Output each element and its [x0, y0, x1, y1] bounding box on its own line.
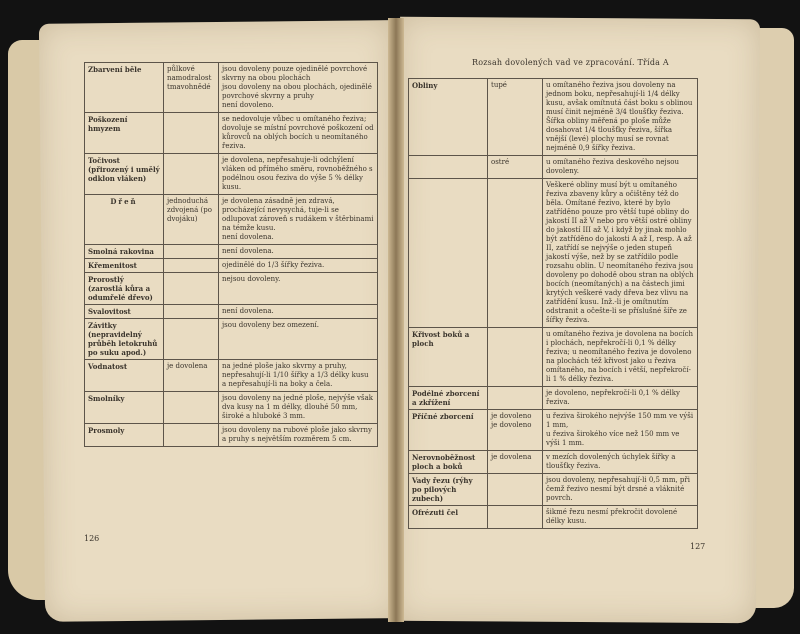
- row-text: jsou dovoleny, nepřesahují-li 0,5 mm, při čemž řezivo nesmí být drsné a vláknité povrch.: [543, 474, 698, 506]
- row-label: Smolná rakovina: [85, 245, 164, 259]
- row-label: Vodnatost: [85, 360, 164, 392]
- row-text: u omítaného řeziva je dovolena na bocích i plochách, nepřekročí-li 0,1 % délky řeziva; u neomítaného řeziva je dovoleno na plochách též křivost jako u řeziva omítaného, na bocích i větší, nepřekročí-li 1 % délky řeziva.: [543, 328, 698, 387]
- row-text: jsou dovoleny na rubové ploše jako skvrny a pruhy s největším rozměrem 5 cm.: [219, 424, 378, 447]
- row-label: Dřeň: [85, 195, 164, 245]
- table-row: [85, 63, 378, 113]
- table-row: [409, 506, 698, 529]
- left-defects-table: [84, 62, 378, 447]
- table-row: [409, 328, 698, 387]
- row-text: v mezích dovolených úchylek šířky a tloušťky řeziva.: [543, 451, 698, 474]
- table-row: [85, 195, 378, 245]
- row-text: jsou dovoleny bez omezení.: [219, 319, 378, 360]
- row-subtype: [164, 113, 219, 154]
- row-label: Prosmoly: [85, 424, 164, 447]
- row-label: Ofrézuti čel: [409, 506, 488, 529]
- table-row: [85, 245, 378, 259]
- row-label: Křivost boků a ploch: [409, 328, 488, 387]
- row-subtype: [164, 273, 219, 305]
- row-subtype: [164, 305, 219, 319]
- row-subtype: [488, 387, 543, 410]
- row-subtype: [164, 392, 219, 424]
- row-subtype: jednoduchá zdvojená (po dvojáku): [164, 195, 219, 245]
- table-row: [85, 424, 378, 447]
- table-row: [409, 387, 698, 410]
- row-subtype: je dovolena: [488, 451, 543, 474]
- row-text: jsou dovoleny pouze ojedinělé povrchové skvrny na obou plochách jsou dovoleny na obou plochách, ojedinělé povrchové skvrny a pruhy není dovoleno.: [219, 63, 378, 113]
- page-number-right: 127: [690, 542, 706, 551]
- row-text: je dovolena, nepřesahuje-li odchýlení vláken od přímého směru, rovnoběžného s podélnou osou řeziva do výše 5 % délky kusu.: [219, 154, 378, 195]
- row-text: je dovolena zásadně jen zdravá, procházející nevysychá, tuje-li se odlupovat zároveň s rudákem v štěrbinami na témže kusu. není dovolena.: [219, 195, 378, 245]
- table-row: [85, 273, 378, 305]
- row-subtype: půlkové namodralost tmavohnědé: [164, 63, 219, 113]
- row-subtype: je dovolena: [164, 360, 219, 392]
- row-subtype: [488, 179, 543, 328]
- row-label: Točivost (přirozený i umělý odklon vláken): [85, 154, 164, 195]
- right-defects-table: [408, 78, 698, 529]
- row-text: ojedinělé do 1/3 šířky řeziva.: [219, 259, 378, 273]
- row-text: je dovoleno, nepřekročí-li 0,1 % délky řeziva.: [543, 387, 698, 410]
- row-text: jsou dovoleny na jedné ploše, nejvýše však dva kusy na 1 m délky, dlouhé 50 mm, široké a hluboké 3 mm.: [219, 392, 378, 424]
- row-text: u omítaného řeziva deskového nejsou dovoleny.: [543, 156, 698, 179]
- table-row: [85, 392, 378, 424]
- row-text: není dovolena.: [219, 305, 378, 319]
- row-subtype: [488, 474, 543, 506]
- page-number-left: 126: [84, 534, 100, 543]
- row-subtype: [164, 154, 219, 195]
- row-subtype: je dovoleno je dovoleno: [488, 410, 543, 451]
- page-header-right: Rozsah dovolených vad ve zpracování. Třída A: [472, 58, 669, 67]
- row-label: Zbarvení běle: [85, 63, 164, 113]
- table-row: [85, 113, 378, 154]
- row-label: [409, 156, 488, 179]
- row-label: Křemenitost: [85, 259, 164, 273]
- row-label: Závitky (nepravidelný průběh letokruhů po suku apod.): [85, 319, 164, 360]
- table-row: [409, 451, 698, 474]
- row-label: Nerovnoběžnost ploch a boků: [409, 451, 488, 474]
- table-row: [85, 305, 378, 319]
- book-gutter: [388, 18, 404, 622]
- row-subtype: [164, 424, 219, 447]
- row-text: u omítaného řeziva jsou dovoleny na jednom boku, nepřesahují-li 1/4 délky kusu, avšak omítnutá část boku s oblinou musí činit nejméně 3/4 tloušťky řeziva. Šířka obliny měřená po ploše může dosahovat 1/4 tloušťky řeziva, šířka vnější (levé) plochy musí se rovnat nejméně 0,9 šířky řeziva.: [543, 79, 698, 156]
- row-text: na jedné ploše jako skvrny a pruhy, nepřesahují-li 1/10 šířky a 1/3 délky kusu a nepřesahují-li na boky a čela.: [219, 360, 378, 392]
- table-row: [85, 154, 378, 195]
- row-label: Prorostlý (zarostlá kůra a odumřelé dřevo): [85, 273, 164, 305]
- row-subtype: [164, 319, 219, 360]
- row-text: u řeziva širokého nejvýše 150 mm ve výši 1 mm, u řeziva širokého více než 150 mm ve výši 1 mm.: [543, 410, 698, 451]
- table-row: [409, 474, 698, 506]
- row-label: Příčné zborcení: [409, 410, 488, 451]
- table-row: [409, 179, 698, 328]
- row-label: Svalovitost: [85, 305, 164, 319]
- row-text: se nedovoluje vůbec u omítaného řeziva; dovoluje se místní povrchové poškození od kůrovců na oblých bocích u neomítaného řeziva.: [219, 113, 378, 154]
- row-label: [409, 179, 488, 328]
- row-text: nejsou dovoleny.: [219, 273, 378, 305]
- table-row: [409, 156, 698, 179]
- row-label: Poškození hmyzem: [85, 113, 164, 154]
- row-text: není dovolena.: [219, 245, 378, 259]
- row-label: Podélné zborcení a zkřížení: [409, 387, 488, 410]
- row-subtype: [164, 259, 219, 273]
- table-row: [85, 259, 378, 273]
- row-label: Obliny: [409, 79, 488, 156]
- table-row: [409, 79, 698, 156]
- row-text: Veškeré obliny musí být u omítaného řeziva zbaveny kůry a očištěny též do běla. Omítané řezivo, které by bylo zatříděno pouze pro větší tupé obliny do jakostí II až V nebo pro větší ostré obliny do jakostí III až V, i když by jinak mohlo být zatříděno do jakosti A až I, resp. A až II, zatřídí se nejvýše o jeden stupeň jakostí výše, než by se zatřídilo podle rozsahu oblin. U neomítaného řeziva jsou dovoleny po dohodě obou stran na oblých bocích (neomítaných) a na částech jimi krytých veškeré vady dřeva bez vlivu na zatřídění kusu. Inž.-li je omítnutím odstranit a očešte-li se příslušné šíře ze šířky řeziva.: [543, 179, 698, 328]
- row-label: Vady řezu (rýhy po pilových zubech): [409, 474, 488, 506]
- row-subtype: [488, 506, 543, 529]
- row-text: šikmé řezu nesmí překročit dovolené délky kusu.: [543, 506, 698, 529]
- table-row: [85, 360, 378, 392]
- row-subtype: tupé: [488, 79, 543, 156]
- row-subtype: [164, 245, 219, 259]
- table-row: [85, 319, 378, 360]
- table-row: [409, 410, 698, 451]
- row-label: Smolníky: [85, 392, 164, 424]
- row-subtype: [488, 328, 543, 387]
- row-subtype: ostré: [488, 156, 543, 179]
